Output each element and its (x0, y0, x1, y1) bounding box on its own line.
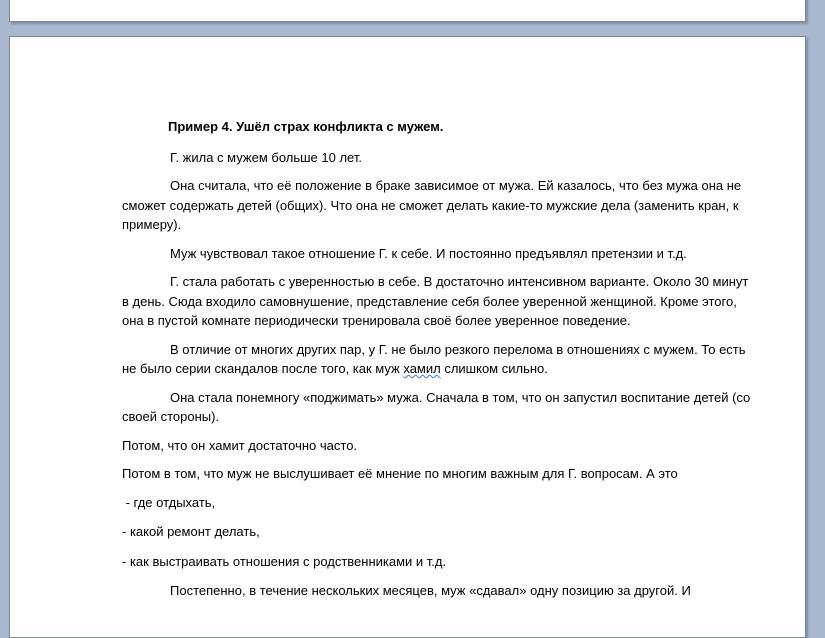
spellcheck-flagged-word[interactable]: хамил (403, 361, 441, 376)
page-content (122, 117, 752, 610)
list-item: - где отдыхать, (122, 494, 216, 510)
list-item: - как выстраивать отношения с родственниками и т.д. (122, 553, 447, 569)
paragraph: Она считала, что её положение в браке зависимое от мужа. Ей казалось, что без мужа она не сможет содержать детей (общих). Что она не сможет делать какие-то мужские дела (заменить кран, к примеру). (122, 178, 742, 232)
document-page[interactable] (9, 36, 806, 638)
paragraph: Муж чувствовал такое отношение Г. к себе. И постоянно предъявлял претензии и т.д. (170, 245, 687, 261)
paragraph (122, 340, 752, 379)
previous-page (9, 0, 806, 22)
paragraph-text: В отличие от многих других пар, у Г. не было резкого перелома в отношениях с мужем. То есть не было серии скандалов после того, как муж (122, 341, 746, 376)
paragraph-text: слишком сильно. (440, 361, 548, 376)
paragraph: Потом в том, что муж не выслушивает её мнение по многим важным для Г. вопросам. А это (122, 466, 678, 481)
paragraph: Потом, что он хамит достаточно часто. (122, 437, 358, 453)
list-item: - какой ремонт делать, (122, 524, 260, 539)
example-heading: Пример 4. Ушёл страх конфликта с мужем. (168, 119, 444, 134)
paragraph: Постепенно, в течение нескольких месяцев, муж «сдавал» одну позицию за другой. И (170, 583, 691, 598)
paragraph: Она стала понемногу «поджимать» мужа. Сначала в том, что он запустил воспитание детей (со своей стороны). (122, 389, 751, 424)
paragraph: Г. стала работать с уверенностью в себе. В достаточно интенсивном варианте. Около 30 минут в день. Сюда входило самовнушение, представление себя более уверенной женщиной. Кроме этого, она в пустой комнате периодически тренировала своё более уверенное поведение. (122, 274, 749, 328)
paragraph: Г. жила с мужем больше 10 лет. (170, 149, 362, 165)
